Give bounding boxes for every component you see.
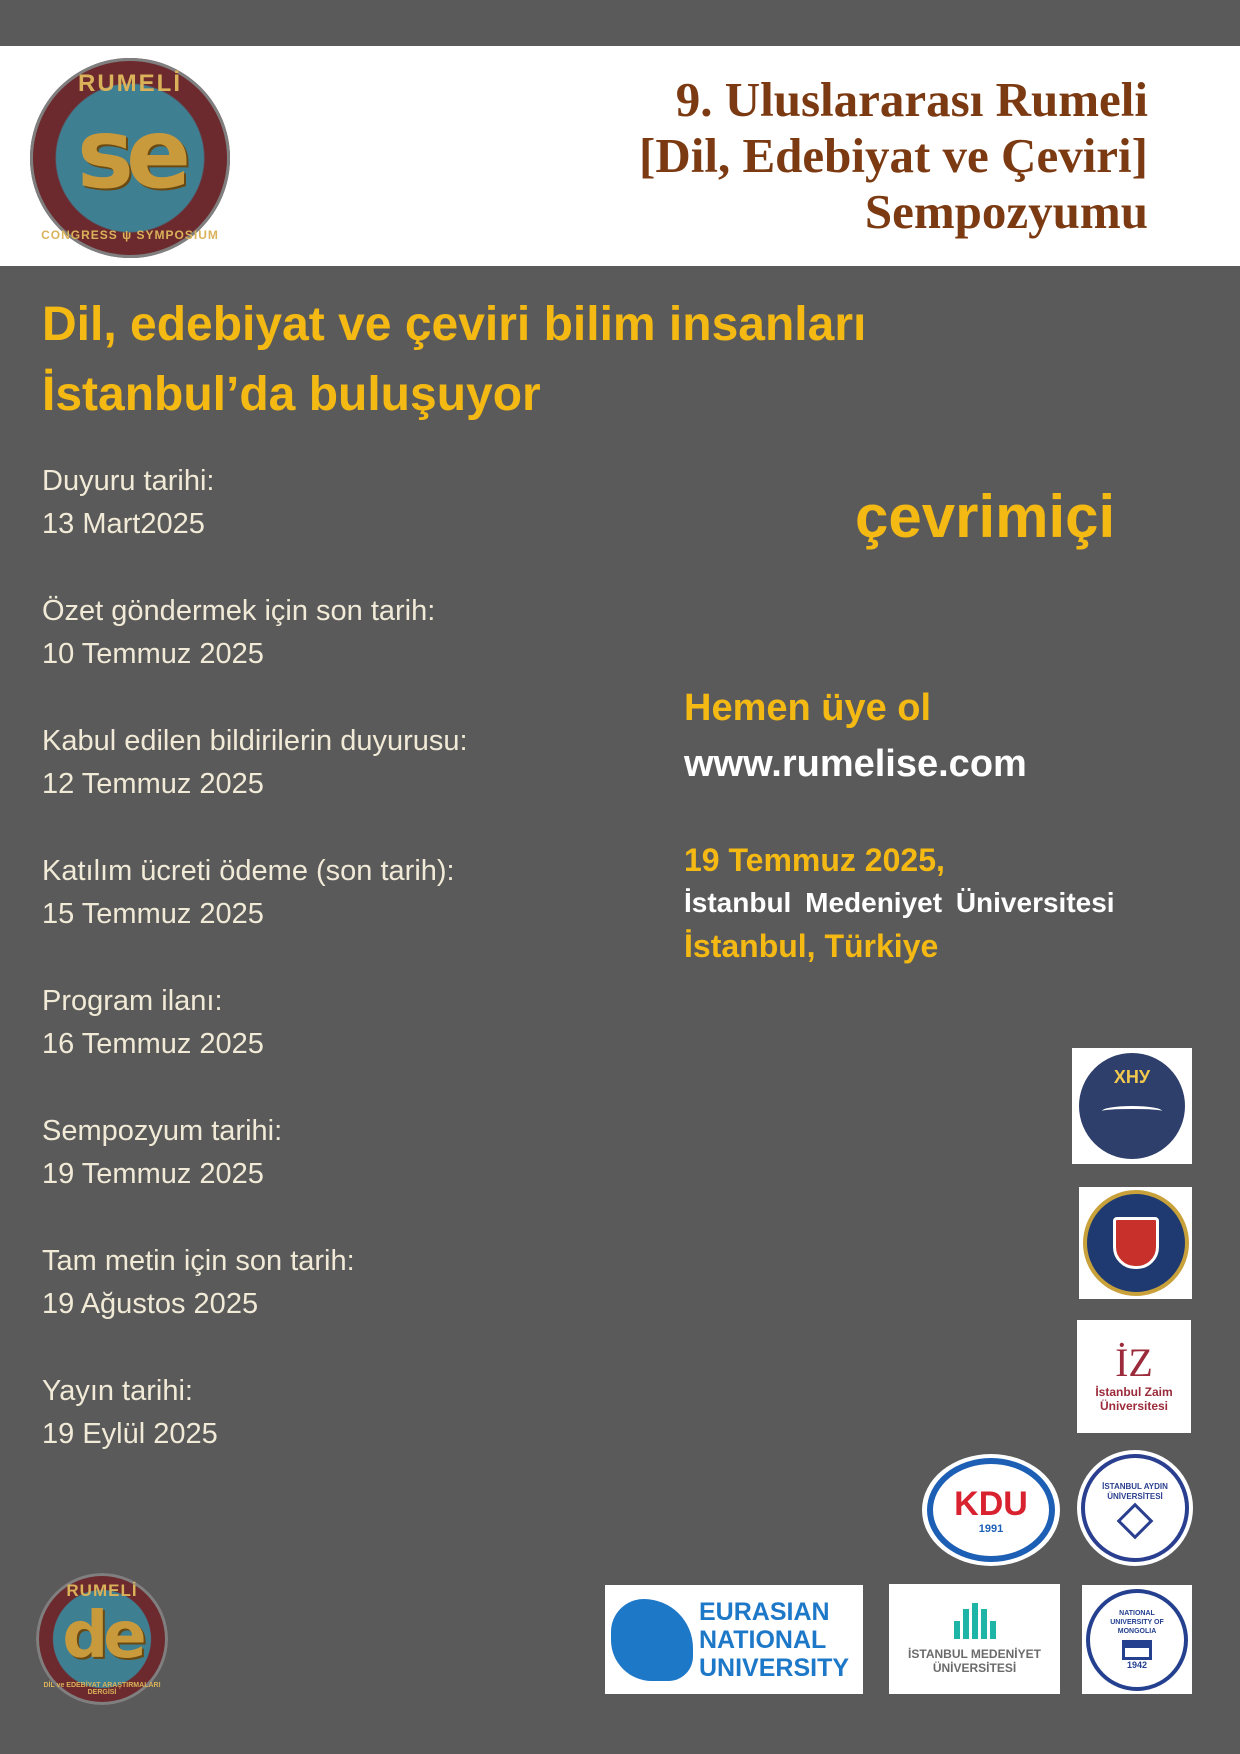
title-line-2: [Dil, Edebiyat ve Çeviri]	[639, 128, 1148, 183]
milestone-item	[42, 590, 642, 720]
rumeli-de-logo	[36, 1573, 168, 1705]
kdu-year: 1991	[978, 1523, 1004, 1535]
title-line-3: Sempozyumu	[864, 184, 1148, 239]
headline-line-1: Dil, edebiyat ve çeviri bilim insanları	[42, 298, 867, 351]
logo-ring-bottom: DİL ve EDEBİYAT ARAŞTIRMALARI DERGİSİ	[43, 1682, 161, 1696]
event-city: İstanbul, Türkiye	[684, 928, 939, 964]
milestone-label: Katılım ücreti ödeme (son tarih):	[42, 855, 455, 887]
milestone-item	[42, 1370, 642, 1500]
milestone-label: Kabul edilen bildirilerin duyurusu:	[42, 725, 468, 757]
logo-monogram: de	[62, 1599, 142, 1673]
milestone-date: 13 Mart2025	[42, 508, 205, 540]
milestone-date: 15 Temmuz 2025	[42, 898, 264, 930]
milestone-item	[42, 1240, 642, 1370]
logo-ring-top: RUMELİ	[66, 1581, 138, 1600]
kdu-mark: KDU	[954, 1485, 1028, 1523]
mongolia-name: NATIONAL UNIVERSITY OF MONGOLIA	[1110, 1610, 1164, 1635]
milestone-date: 19 Temmuz 2025	[42, 1158, 264, 1190]
headline-line-2: İstanbul’da buluşuyor	[42, 368, 541, 421]
partner-logo-istanbul-medeniyet	[889, 1584, 1060, 1694]
horse-icon	[611, 1599, 693, 1681]
join-label: Hemen üye ol	[684, 687, 932, 729]
logo-ring-bottom: CONGRESS ψ SYMPOSIUM	[41, 228, 219, 242]
rumeli-se-logo	[30, 58, 230, 258]
partner-logo-aydin	[1077, 1450, 1193, 1566]
partner-logo-eurasian	[605, 1585, 863, 1694]
aydin-seal-icon	[1081, 1454, 1189, 1562]
imu-name-line-1: İSTANBUL MEDENİYET	[908, 1647, 1041, 1661]
imu-name-line-2: ÜNİVERSİTESİ	[932, 1661, 1017, 1675]
milestone-label: Yayın tarihi:	[42, 1375, 193, 1407]
milestone-item	[42, 1110, 642, 1240]
imu-bars-icon	[954, 1603, 996, 1639]
logo-monogram: se	[76, 98, 184, 210]
website-link[interactable]: www.rumelise.com	[684, 743, 1027, 785]
mongolia-year: 1942	[1126, 1660, 1148, 1670]
mongolia-seal-icon	[1086, 1589, 1188, 1691]
milestone-list	[42, 460, 642, 1500]
eurasian-line-3: UNIVERSITY	[699, 1653, 850, 1682]
building-icon	[1122, 1640, 1152, 1660]
eurasian-name	[699, 1598, 849, 1682]
eurasian-line-2: NATIONAL	[699, 1625, 827, 1654]
milestone-item	[42, 850, 642, 980]
belgrade-seal-icon	[1083, 1190, 1189, 1296]
partner-logo-kdu	[922, 1454, 1060, 1566]
partner-logo-istanbul-zaim	[1077, 1320, 1191, 1433]
diamond-icon	[1117, 1503, 1154, 1540]
milestone-label: Sempozyum tarihi:	[42, 1115, 283, 1147]
symposium-title	[448, 72, 1148, 240]
partner-logo-belgrade	[1079, 1187, 1192, 1299]
globe-icon	[1079, 1053, 1185, 1159]
online-format-label: çevrimiçi	[855, 483, 1116, 550]
izu-mark-icon: İZ	[1115, 1339, 1153, 1385]
milestone-item	[42, 460, 642, 590]
event-venue: İstanbul Medeniyet Üniversitesi	[684, 887, 1115, 918]
milestone-label: Duyuru tarihi:	[42, 465, 215, 497]
partner-logo-xhu	[1072, 1048, 1192, 1164]
shield-icon	[1113, 1217, 1159, 1269]
headline	[42, 290, 942, 430]
milestone-label: Program ilanı:	[42, 985, 223, 1017]
milestone-item	[42, 720, 642, 850]
open-book-icon	[1102, 1106, 1162, 1116]
milestone-date: 16 Temmuz 2025	[42, 1028, 264, 1060]
milestone-date: 19 Eylül 2025	[42, 1418, 218, 1450]
izu-name-line-1: İstanbul Zaim	[1095, 1384, 1173, 1399]
eurasian-line-1: EURASIAN	[699, 1597, 830, 1626]
title-line-1: 9. Uluslararası Rumeli	[675, 72, 1148, 127]
partner-logo-mongolia	[1082, 1585, 1192, 1694]
izu-name-line-2: Üniversitesi	[1099, 1398, 1169, 1413]
kdu-badge-icon	[927, 1458, 1055, 1562]
xhu-initials: ХНУ	[1113, 1066, 1151, 1087]
aydin-name: İSTANBUL AYDIN ÜNİVERSİTESİ	[1102, 1482, 1168, 1501]
event-date: 19 Temmuz 2025,	[684, 842, 945, 878]
milestone-date: 19 Ağustos 2025	[42, 1288, 259, 1320]
milestone-item	[42, 980, 642, 1110]
milestone-date: 12 Temmuz 2025	[42, 768, 264, 800]
milestone-date: 10 Temmuz 2025	[42, 638, 264, 670]
milestone-label: Tam metin için son tarih:	[42, 1245, 355, 1277]
logo-ring-top: RUMELİ	[78, 70, 182, 97]
join-block	[684, 680, 1027, 792]
event-block	[684, 838, 1115, 968]
milestone-label: Özet göndermek için son tarih:	[42, 595, 436, 627]
